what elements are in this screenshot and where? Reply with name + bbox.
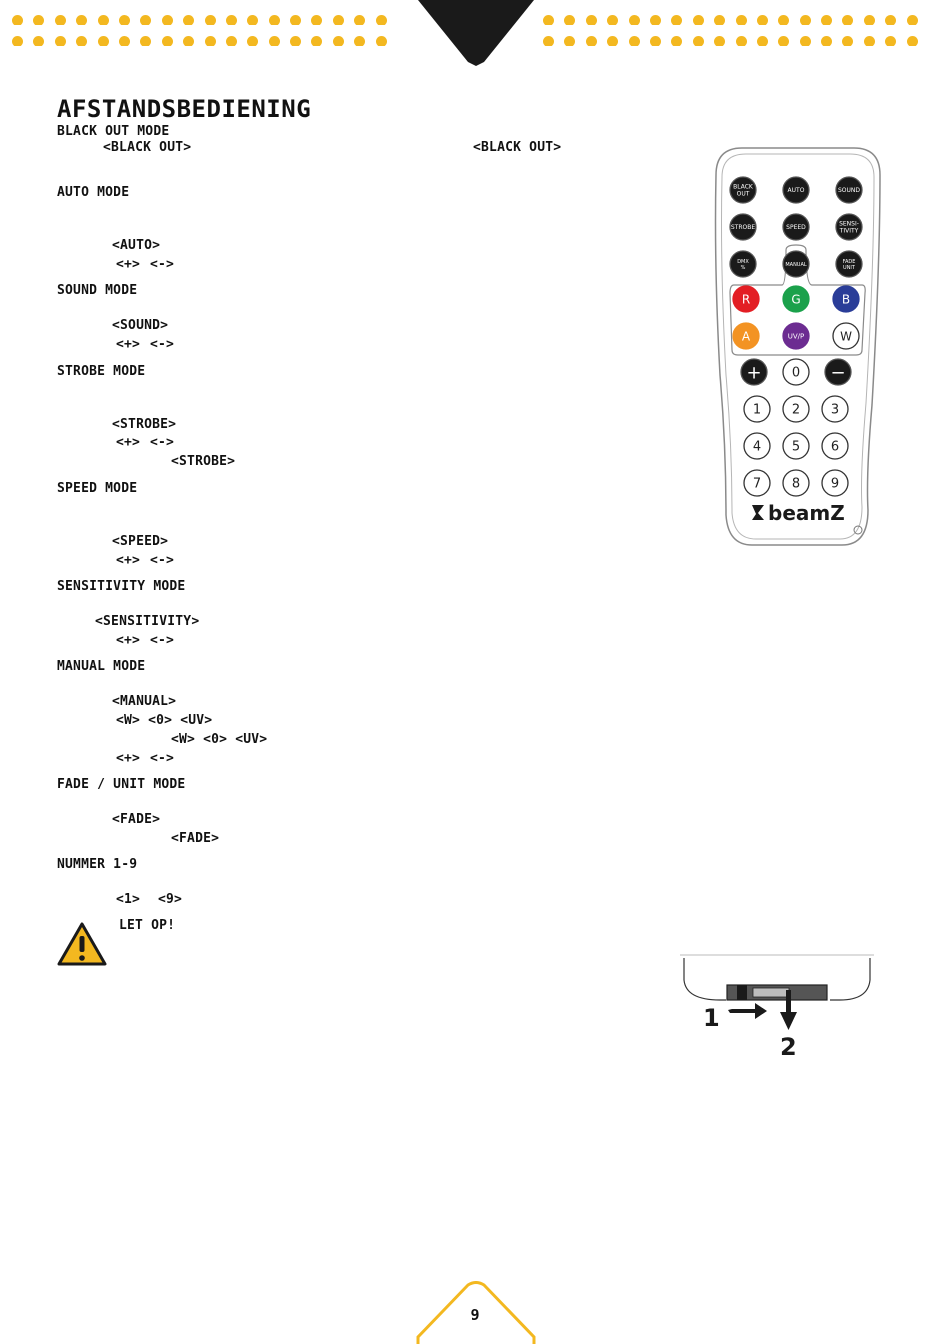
border-dot: [55, 36, 66, 46]
border-dot: [376, 36, 387, 46]
fade-heading: FADE / UNIT MODE: [57, 777, 186, 792]
auto-cmd: <AUTO>: [112, 238, 161, 253]
speed-minus: <->: [150, 553, 175, 568]
remote-sensitivity-button-label: TIVITY: [839, 227, 859, 235]
battery-compartment-figure: [680, 950, 874, 1060]
border-dot: [205, 15, 216, 25]
border-dot: [76, 15, 87, 25]
blackout-heading: BLACK OUT MODE: [57, 124, 170, 139]
border-dot: [205, 36, 216, 46]
manual-minus: <->: [150, 751, 175, 766]
border-dot: [162, 36, 173, 46]
border-dot: [162, 15, 173, 25]
remote-minus-button-label: −: [830, 362, 846, 384]
remote-digit-3-button-label: 3: [830, 402, 840, 418]
remote-strobe-button: [730, 214, 756, 240]
remote-plus-button-label: +: [746, 362, 762, 384]
border-dot: [269, 15, 280, 25]
border-dot: [586, 15, 597, 25]
remote-red-button-label: R: [741, 292, 751, 307]
remote-digit-6-button: [822, 433, 848, 459]
remote-blue-button-label: B: [841, 292, 851, 307]
border-dot: [12, 15, 23, 25]
remote-digit-4-button: [744, 433, 770, 459]
numbers-heading: NUMMER 1-9: [57, 857, 138, 872]
border-dot: [907, 15, 918, 25]
border-dot: [907, 36, 918, 46]
border-dot: [333, 36, 344, 46]
border-dot: [269, 36, 280, 46]
border-dot: [247, 36, 258, 46]
auto-heading: AUTO MODE: [57, 185, 130, 200]
strobe-plus: <+>: [116, 435, 141, 450]
sound-cmd: <SOUND>: [112, 318, 169, 333]
strobe-heading: STROBE MODE: [57, 364, 146, 379]
remote-digit-3-button: [822, 396, 848, 422]
arrow-right-icon: [728, 1003, 767, 1019]
border-dot: [693, 36, 704, 46]
border-dot: [98, 36, 109, 46]
remote-control-illustration: [712, 145, 884, 549]
border-dot: [821, 15, 832, 25]
border-dot: [564, 15, 575, 25]
remote-zero-button-label: 0: [791, 365, 801, 381]
manual-plus: <+>: [116, 751, 141, 766]
border-dot: [864, 36, 875, 46]
remote-digit-8-button-label: 8: [791, 476, 801, 492]
remote-red-button: [733, 286, 759, 312]
border-dot: [183, 15, 194, 25]
remote-fadeunit-button-label: UNIT: [843, 264, 855, 271]
border-dot: [629, 15, 640, 25]
remote-amber-button: [733, 323, 759, 349]
remote-digit-9-button: [822, 470, 848, 496]
top-triangle-decoration: [418, 0, 534, 66]
remote-manual-button: [783, 251, 809, 277]
border-dot: [354, 15, 365, 25]
fade-cmd: <FADE>: [112, 812, 161, 827]
border-dot: [76, 36, 87, 46]
sensitivity-minus: <->: [150, 633, 175, 648]
remote-speed-button: [783, 214, 809, 240]
border-dot: [543, 15, 554, 25]
remote-sensitivity-button: [836, 214, 862, 240]
border-dot: [629, 36, 640, 46]
beamz-brand-text: beamZ: [768, 501, 845, 525]
remote-minus-button: [825, 359, 851, 385]
sound-minus: <->: [150, 337, 175, 352]
speed-plus: <+>: [116, 553, 141, 568]
border-dot: [607, 15, 618, 25]
remote-dmx-button-label: %: [740, 264, 746, 271]
warning-icon: [57, 922, 107, 966]
remote-digit-7-button: [744, 470, 770, 496]
border-dot: [586, 36, 597, 46]
page-title: AFSTANDSBEDIENING: [57, 95, 312, 123]
remote-green-button-label: G: [791, 292, 801, 307]
top-dot-border-right-2: [543, 34, 943, 46]
fade-cmd-2: <FADE>: [171, 831, 220, 846]
remote-strobe-button-label: STROBE: [730, 224, 756, 232]
border-dot: [354, 36, 365, 46]
remote-plus-button: [741, 359, 767, 385]
border-dot: [55, 15, 66, 25]
border-dot: [290, 15, 301, 25]
border-dot: [757, 36, 768, 46]
remote-sensitivity-button-label: SENSI-: [839, 220, 859, 228]
manual-cmd: <MANUAL>: [112, 694, 177, 709]
numbers-to: <9>: [158, 892, 183, 907]
top-dot-border-right: [543, 13, 943, 25]
border-dot: [98, 15, 109, 25]
remote-uv-button-label: UV/P: [787, 332, 805, 341]
border-dot: [607, 36, 618, 46]
remote-digit-5-button-label: 5: [791, 439, 801, 455]
remote-manual-button-label: MANUAL: [785, 261, 807, 268]
remote-fadeunit-button: [836, 251, 862, 277]
remote-green-button: [783, 286, 809, 312]
remote-uv-button: [783, 323, 809, 349]
auto-plus: <+>: [116, 257, 141, 272]
strobe-cmd: <STROBE>: [112, 417, 177, 432]
border-dot: [736, 15, 747, 25]
remote-digit-2-button: [783, 396, 809, 422]
remote-speed-button-label: SPEED: [786, 224, 806, 232]
border-dot: [33, 36, 44, 46]
remote-digit-6-button-label: 6: [830, 439, 840, 455]
remote-digit-8-button: [783, 470, 809, 496]
remote-blackout-button-label: OUT: [736, 190, 750, 198]
remote-digit-1-button: [744, 396, 770, 422]
border-dot: [671, 15, 682, 25]
border-dot: [290, 36, 301, 46]
remote-amber-button-label: A: [741, 329, 751, 344]
sensitivity-cmd: <SENSITIVITY>: [95, 614, 200, 629]
battery-step-2-label: 2: [780, 1033, 797, 1060]
remote-blackout-button: [730, 177, 756, 203]
border-dot: [821, 36, 832, 46]
border-dot: [671, 36, 682, 46]
border-dot: [650, 15, 661, 25]
border-dot: [226, 15, 237, 25]
remote-blue-button: [833, 286, 859, 312]
border-dot: [564, 36, 575, 46]
remote-fadeunit-button-label: FADE: [842, 258, 856, 265]
warning-text: LET OP!: [119, 918, 176, 933]
border-dot: [757, 15, 768, 25]
border-dot: [119, 15, 130, 25]
sensitivity-plus: <+>: [116, 633, 141, 648]
remote-dmx-button: [730, 251, 756, 277]
remote-dmx-button-label: DMX: [737, 258, 749, 265]
top-dot-border-left-2: [12, 34, 412, 46]
border-dot: [885, 15, 896, 25]
remote-digit-5-button: [783, 433, 809, 459]
border-dot: [33, 15, 44, 25]
border-dot: [736, 36, 747, 46]
border-dot: [714, 15, 725, 25]
strobe-minus: <->: [150, 435, 175, 450]
battery-step-1-label: 1: [703, 1004, 720, 1032]
border-dot: [650, 36, 661, 46]
remote-sound-button: [836, 177, 862, 203]
border-dot: [140, 36, 151, 46]
border-dot: [842, 15, 853, 25]
remote-digit-4-button-label: 4: [752, 439, 762, 455]
border-dot: [311, 15, 322, 25]
remote-digit-1-button-label: 1: [752, 402, 762, 418]
speed-cmd: <SPEED>: [112, 534, 169, 549]
manual-keys-line-2: <W> <0> <UV>: [171, 732, 268, 747]
border-dot: [333, 15, 344, 25]
border-dot: [800, 36, 811, 46]
border-dot: [800, 15, 811, 25]
manual-keys-line: <W> <0> <UV>: [116, 713, 213, 728]
remote-digit-9-button-label: 9: [830, 476, 840, 492]
sound-heading: SOUND MODE: [57, 283, 138, 298]
border-dot: [183, 36, 194, 46]
border-dot: [247, 15, 258, 25]
remote-blackout-button-label: BLACK: [733, 183, 753, 191]
remote-white-button-label: W: [840, 329, 852, 344]
remote-digit-2-button-label: 2: [791, 402, 801, 418]
remote-sound-button-label: SOUND: [837, 187, 861, 195]
sensitivity-heading: SENSITIVITY MODE: [57, 579, 186, 594]
border-dot: [119, 36, 130, 46]
top-dot-border-left: [12, 13, 412, 25]
remote-white-button: [833, 323, 859, 349]
border-dot: [842, 36, 853, 46]
manual-heading: MANUAL MODE: [57, 659, 146, 674]
border-dot: [778, 15, 789, 25]
numbers-from: <1>: [116, 892, 141, 907]
remote-zero-button: [783, 359, 809, 385]
sound-plus: <+>: [116, 337, 141, 352]
blackout-cmd-2: <BLACK OUT>: [473, 140, 562, 155]
border-dot: [693, 15, 704, 25]
border-dot: [543, 36, 554, 46]
remote-auto-button-label: AUTO: [787, 187, 805, 195]
auto-minus: <->: [150, 257, 175, 272]
border-dot: [714, 36, 725, 46]
blackout-cmd: <BLACK OUT>: [103, 140, 192, 155]
border-dot: [226, 36, 237, 46]
remote-digit-7-button-label: 7: [752, 476, 762, 492]
border-dot: [778, 36, 789, 46]
border-dot: [376, 15, 387, 25]
border-dot: [12, 36, 23, 46]
border-dot: [885, 36, 896, 46]
remote-auto-button: [783, 177, 809, 203]
border-dot: [864, 15, 875, 25]
speed-heading: SPEED MODE: [57, 481, 138, 496]
page-number: 9: [470, 1306, 480, 1324]
border-dot: [311, 36, 322, 46]
border-dot: [140, 15, 151, 25]
strobe-cmd-2: <STROBE>: [171, 454, 236, 469]
